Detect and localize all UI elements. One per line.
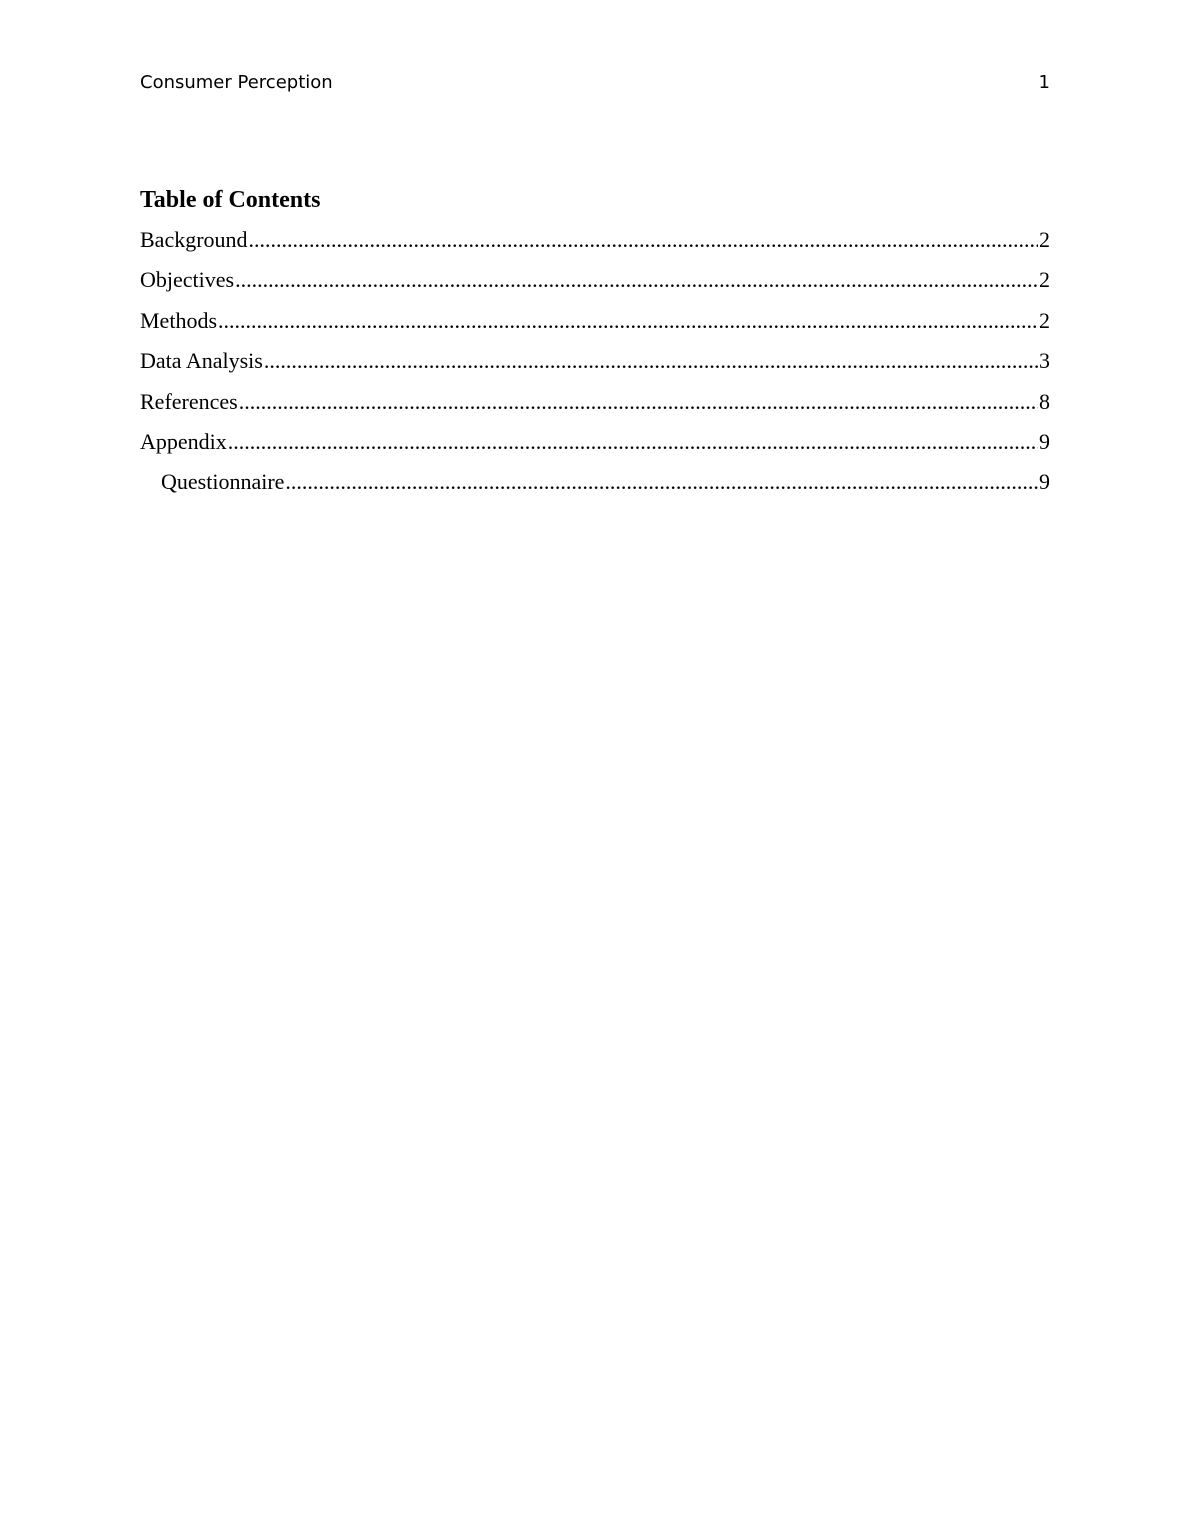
- toc-list: [140, 225, 1050, 508]
- toc-entry-page: 9: [1039, 469, 1050, 495]
- page-number: 1: [1038, 72, 1050, 93]
- toc-entry-page: 2: [1039, 227, 1050, 252]
- toc-entry-page: 9: [1039, 428, 1050, 454]
- toc-dot-leader: [285, 467, 1038, 497]
- toc-entry-questionnaire[interactable]: [140, 467, 1050, 507]
- toc-entry-references[interactable]: [140, 387, 1050, 427]
- toc-dot-leader: [228, 427, 1038, 457]
- toc-dot-leader: [218, 306, 1038, 336]
- toc-heading: Table of Contents: [140, 187, 321, 213]
- toc-entry-label: Appendix: [140, 428, 227, 454]
- toc-dot-leader: [264, 346, 1038, 376]
- running-head: Consumer Perception: [140, 72, 333, 93]
- toc-entry-data-analysis[interactable]: [140, 346, 1050, 386]
- toc-entry-page: 2: [1039, 267, 1050, 293]
- toc-entry-label: Questionnaire: [161, 469, 285, 495]
- toc-entry-page: 2: [1039, 307, 1050, 333]
- toc-entry-page: 3: [1039, 348, 1050, 374]
- toc-dot-leader: [249, 225, 1038, 255]
- toc-dot-leader: [235, 265, 1038, 295]
- toc-entry-label: References: [140, 388, 238, 414]
- toc-entry-methods[interactable]: [140, 306, 1050, 346]
- toc-entry-background[interactable]: [140, 225, 1050, 265]
- toc-entry-page: 8: [1039, 388, 1050, 414]
- toc-entry-appendix[interactable]: [140, 427, 1050, 467]
- toc-dot-leader: [239, 387, 1038, 417]
- toc-entry-label: Methods: [140, 307, 217, 333]
- toc-entry-objectives[interactable]: [140, 265, 1050, 305]
- toc-entry-label: Background: [140, 227, 248, 252]
- table-of-contents: [140, 185, 1050, 508]
- page-header: [140, 70, 1050, 98]
- toc-entry-label: Data Analysis: [140, 348, 263, 374]
- toc-entry-label: Objectives: [140, 267, 235, 293]
